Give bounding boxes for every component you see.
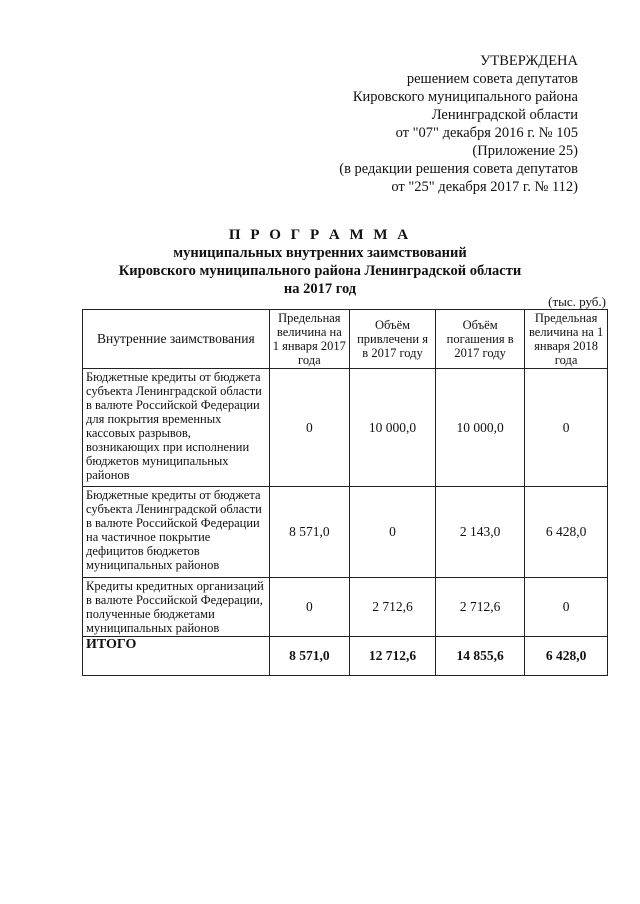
header-limit-2018: Предельная величина на 1 января 2018 года xyxy=(525,310,608,369)
document-title xyxy=(0,226,640,298)
cell-value: 0 xyxy=(525,369,608,487)
cell-value: 0 xyxy=(349,487,435,578)
cell-value: 10 000,0 xyxy=(349,369,435,487)
header-repayment-2017: Объём погашения в 2017 году xyxy=(436,310,525,369)
cell-value: 2 143,0 xyxy=(436,487,525,578)
approval-line: УТВЕРЖДЕНА xyxy=(480,53,578,69)
cell-value: 10 000,0 xyxy=(436,369,525,487)
table-header-row xyxy=(83,310,608,369)
total-value: 8 571,0 xyxy=(269,637,349,676)
cell-value: 0 xyxy=(269,369,349,487)
row-name: Бюджетные кредиты от бюджета субъекта Ленинградской области в валюте Российской Федерации на частичное покрытие дефицитов бюджетов муниципальных районов xyxy=(83,487,270,578)
title-line: на 2017 год xyxy=(283,281,357,297)
total-value: 14 855,6 xyxy=(436,637,525,676)
table-row xyxy=(83,578,608,637)
approval-line: Кировского муниципального района xyxy=(352,89,578,105)
total-row xyxy=(83,637,608,676)
total-value: 12 712,6 xyxy=(349,637,435,676)
header-attraction-2017: Объём привлечени я в 2017 году xyxy=(349,310,435,369)
cell-value: 2 712,6 xyxy=(349,578,435,637)
title-line: Кировского муниципального района Ленинградской области xyxy=(118,263,522,279)
cell-value: 0 xyxy=(269,578,349,637)
header-limit-2017: Предельная величина на 1 января 2017 года xyxy=(269,310,349,369)
units-label: (тыс. руб.) xyxy=(548,294,606,309)
row-name: Кредиты кредитных организаций в валюте Российской Федерации, полученные бюджетами муниципальных районов xyxy=(83,578,270,637)
cell-value: 2 712,6 xyxy=(436,578,525,637)
table-row xyxy=(83,369,608,487)
table-row xyxy=(83,487,608,578)
cell-value: 0 xyxy=(525,578,608,637)
approval-stamp xyxy=(339,52,578,196)
approval-line: (Приложение 25) xyxy=(472,143,578,159)
cell-value: 8 571,0 xyxy=(269,487,349,578)
borrowing-table xyxy=(82,309,608,676)
total-value: 6 428,0 xyxy=(525,637,608,676)
total-label: ИТОГО xyxy=(83,637,270,676)
approval-line: (в редакции решения совета депутатов xyxy=(339,161,578,177)
approval-line: от "25" декабря 2017 г. № 112) xyxy=(391,179,578,195)
approval-line: Ленинградской области xyxy=(431,107,578,123)
title-main: П Р О Г Р А М М А xyxy=(228,227,412,243)
row-name: Бюджетные кредиты от бюджета субъекта Ленинградской области в валюте Российской Федерации для покрытия временных кассовых разрывов, возникающих при исполнении бюджетов муниципальных районов xyxy=(83,369,270,487)
approval-line: от "07" декабря 2016 г. № 105 xyxy=(395,125,578,141)
approval-line: решением совета депутатов xyxy=(406,71,578,87)
header-borrowings: Внутренние заимствования xyxy=(83,310,270,369)
cell-value: 6 428,0 xyxy=(525,487,608,578)
title-line: муниципальных внутренних заимствований xyxy=(173,245,467,261)
